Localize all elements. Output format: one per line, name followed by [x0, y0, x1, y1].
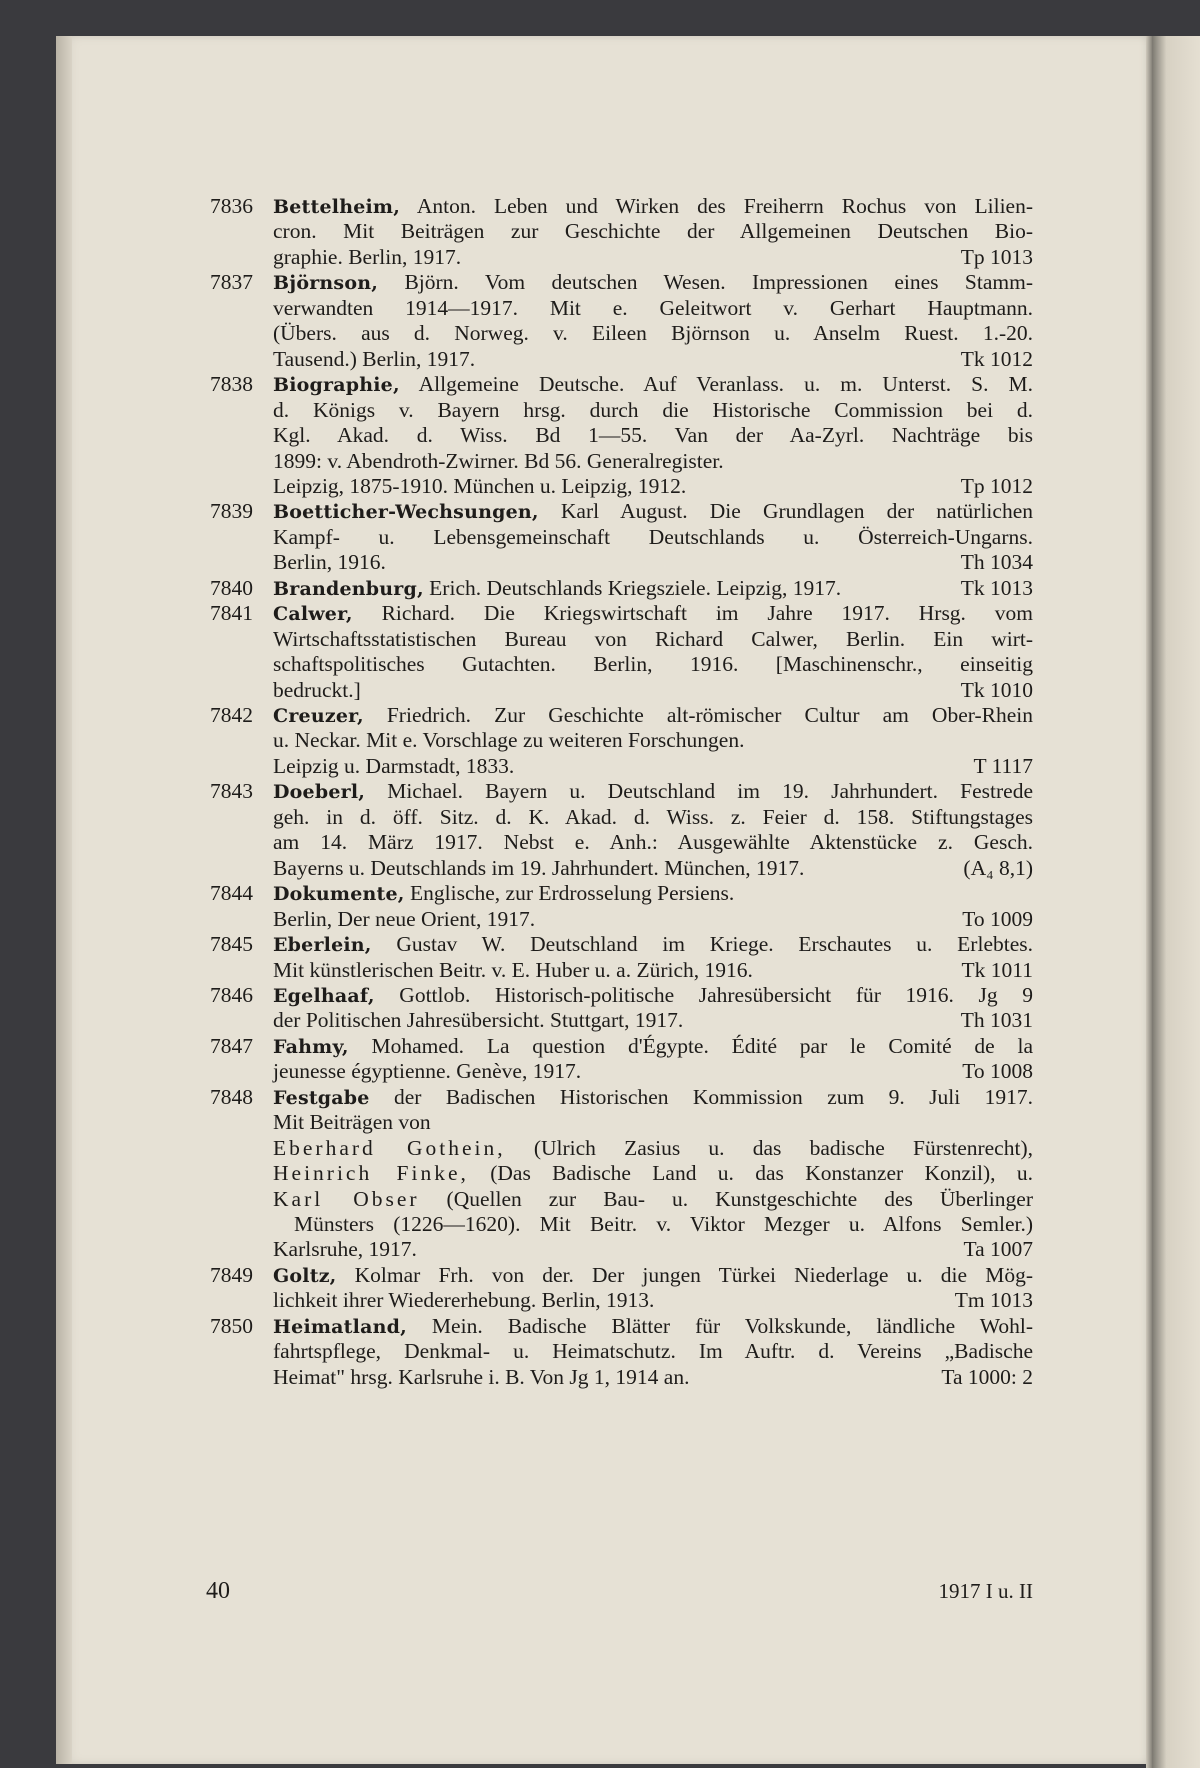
- entry-text: Mit künstlerischen Beitr. v. E. Huber u. a. Zürich, 1916.: [273, 958, 753, 982]
- entry-text: lichkeit ihrer Wiedererhebung. Berlin, 1913.: [273, 1288, 655, 1312]
- entry-number: 7841: [210, 601, 253, 625]
- entry-author: Goltz,: [273, 1265, 337, 1287]
- entry-text: Tausend.) Berlin, 1917.: [273, 347, 476, 371]
- entry-text-line: [273, 930, 1033, 959]
- shelf-mark: Tp 1012: [960, 474, 1033, 498]
- entry-text: Anton. Leben und Wirken des Freiherrn Rochus von Lilien-: [400, 194, 1033, 218]
- entry-text: (Ulrich Zasius u. das badische Fürstenrecht),: [505, 1136, 1033, 1160]
- entry-author: Heimatland,: [273, 1316, 407, 1338]
- shelf-mark: Tk 1010: [960, 678, 1033, 702]
- entry-author: Creuzer,: [273, 705, 364, 727]
- contributor-name: Heinrich Finke,: [273, 1161, 469, 1185]
- contributor-name: Karl Obser: [273, 1187, 420, 1211]
- entry-text: d. Königs v. Bayern hrsg. durch die Historische Commission bei d.: [273, 398, 1033, 422]
- entry-text-line: [273, 1235, 833, 1264]
- entry-author: Festgabe: [273, 1087, 370, 1109]
- entry-number: 7844: [210, 881, 253, 905]
- entry-number: 7843: [210, 779, 253, 803]
- entry-text-line: [273, 1057, 833, 1086]
- entry-text: Karl August. Die Grundlagen der natürlichen: [538, 499, 1033, 523]
- page-gutter-shadow: [56, 36, 72, 1764]
- entry-text: Heimat" hrsg. Karlsruhe i. B. Von Jg 1, 1914 an.: [273, 1365, 690, 1389]
- entry-text-line: [273, 421, 1033, 450]
- entry-text: Gustav W. Deutschland im Kriege. Erschautes u. Erlebtes.: [371, 932, 1033, 956]
- entry-author: Bettelheim,: [273, 196, 401, 218]
- entry-text: jeunesse égyptienne. Genève, 1917.: [273, 1059, 582, 1083]
- entry-text: Gottlob. Historisch-politische Jahresübersicht für 1916. Jg 9: [374, 983, 1033, 1007]
- shelf-mark: To 1008: [962, 1059, 1033, 1083]
- entry-author: Fahmy,: [273, 1036, 349, 1058]
- entry-number: 7848: [210, 1085, 253, 1109]
- entry-text: Leipzig u. Darmstadt, 1833.: [273, 754, 515, 778]
- entry-text: Münsters (1226—1620). Mit Beitr. v. Viktor Mezger u. Alfons Semler.): [294, 1212, 1033, 1236]
- entry-text: Richard. Die Kriegswirtschaft im Jahre 1917. Hrsg. vom: [352, 601, 1033, 625]
- entry-text-line: [273, 548, 833, 577]
- entry-text: Berlin, 1916.: [273, 550, 386, 574]
- facing-page-edge: [1152, 36, 1200, 1768]
- entry-text: Mit Beiträgen von: [273, 1110, 431, 1134]
- entry-text-line: [273, 879, 1033, 908]
- entry-text: Kolmar Frh. von der. Der jungen Türkei Niederlage u. die Mög-: [336, 1263, 1033, 1287]
- entry-text-line: [273, 828, 1033, 857]
- entry-text-line: [273, 217, 1033, 246]
- entry-text: 1899: v. Abendroth-Zwirner. Bd 56. Generalregister.: [273, 449, 724, 473]
- entry-text-line: [273, 497, 1033, 526]
- entry-text: graphie. Berlin, 1917.: [273, 245, 462, 269]
- entry-author: Brandenburg,: [273, 578, 424, 600]
- entry-author: Boetticher-Wechsungen,: [273, 501, 539, 523]
- entry-text: Kampf- u. Lebensgemeinschaft Deutschlands u. Österreich-Ungarns.: [273, 525, 1033, 549]
- entry-text-line: [273, 1108, 1033, 1137]
- entry-text: Mohamed. La question d'Égypte. Édité par le Comité de la: [348, 1034, 1033, 1058]
- entry-text: Karlsruhe, 1917.: [273, 1237, 417, 1261]
- shelf-mark: Ta 1000: 2: [941, 1365, 1033, 1389]
- shelf-mark: T 1117: [973, 754, 1033, 778]
- entry-text: Mein. Badische Blätter für Volkskunde, ländliche Wohl-: [406, 1314, 1033, 1338]
- entry-text: der Politischen Jahresübersicht. Stuttgart, 1917.: [273, 1008, 684, 1032]
- entry-number: 7849: [210, 1263, 253, 1287]
- running-footer: 1917 I u. II: [938, 1579, 1033, 1603]
- entry-text-line: [273, 319, 1033, 348]
- entry-number: 7839: [210, 499, 253, 523]
- entry-text: (Das Badische Land u. das Konstanzer Konzil), u.: [468, 1161, 1033, 1185]
- entry-number: 7842: [210, 703, 253, 727]
- entry-text-line: [273, 268, 1033, 297]
- entry-author: Calwer,: [273, 603, 353, 625]
- entry-number: 7846: [210, 983, 253, 1007]
- entry-text: bedruckt.]: [273, 678, 361, 702]
- entry-text: Michael. Bayern u. Deutschland im 19. Jahrhundert. Festrede: [365, 779, 1033, 803]
- entry-text: (Übers. aus d. Norweg. v. Eileen Björnson u. Anselm Ruest. 1.-20.: [273, 321, 1033, 345]
- shelf-mark: Tk 1012: [960, 347, 1033, 371]
- entry-text: Allgemeine Deutsche. Auf Veranlass. u. m. Unterst. S. M.: [399, 372, 1033, 396]
- shelf-mark: Tk 1013: [960, 576, 1033, 600]
- entry-text-line: [273, 726, 1033, 755]
- entry-text: Erich. Deutschlands Kriegsziele. Leipzig, 1917.: [423, 576, 842, 600]
- shelf-mark: Ta 1007: [963, 1237, 1033, 1261]
- entry-text: Wirtschaftsstatistischen Bureau von Richard Calwer, Berlin. Ein wirt-: [273, 627, 1033, 651]
- shelf-mark: Th 1031: [960, 1008, 1033, 1032]
- entry-text: der Badischen Historischen Kommission zum 9. Juli 1917.: [369, 1085, 1033, 1109]
- entry-text: (Quellen zur Bau- u. Kunstgeschichte des Überlinger: [419, 1187, 1033, 1211]
- entry-text: verwandten 1914—1917. Mit e. Geleitwort v. Gerhart Hauptmann.: [273, 296, 1033, 320]
- entry-number: 7837: [210, 270, 253, 294]
- entry-author: Eberlein,: [273, 934, 372, 956]
- entry-text-line: [273, 650, 1033, 679]
- shelf-mark: Tk 1011: [961, 958, 1033, 982]
- entry-text: fahrtspflege, Denkmal- u. Heimatschutz. Im Auftr. d. Vereins „Badische: [273, 1339, 1033, 1363]
- entry-text: Bayerns u. Deutschlands im 19. Jahrhundert. München, 1917.: [273, 856, 805, 880]
- entry-text: Friedrich. Zur Geschichte alt-römischer Cultur am Ober-Rhein: [363, 703, 1033, 727]
- entry-number: 7847: [210, 1034, 253, 1058]
- shelf-mark: To 1009: [962, 907, 1033, 931]
- entry-text: geh. in d. öff. Sitz. d. K. Akad. d. Wiss. z. Feier d. 158. Stiftungstages: [273, 805, 1033, 829]
- entry-text-line: [273, 777, 1033, 806]
- entry-text: Björn. Vom deutschen Wesen. Impressionen eines Stamm-: [378, 270, 1033, 294]
- entry-text-line: [273, 1286, 833, 1315]
- entry-text: Leipzig, 1875-1910. München u. Leipzig, 1912.: [273, 474, 687, 498]
- shelf-mark: Tm 1013: [954, 1288, 1033, 1312]
- entry-text-line: [273, 1363, 833, 1392]
- entry-author: Egelhaaf,: [273, 985, 375, 1007]
- shelf-mark: Th 1034: [960, 550, 1033, 574]
- entry-text: schaftspolitisches Gutachten. Berlin, 1916. [Maschinenschr., einseitig: [273, 652, 1033, 676]
- entry-text: cron. Mit Beiträgen zur Geschichte der Allgemeinen Deutschen Bio-: [273, 219, 1033, 243]
- entry-number: 7836: [210, 194, 253, 218]
- entry-number: 7845: [210, 932, 253, 956]
- entry-text-line: [273, 1337, 1033, 1366]
- entry-text: Kgl. Akad. d. Wiss. Bd 1—55. Van der Aa-Zyrl. Nachträge bis: [273, 423, 1033, 447]
- entry-text: Englische, zur Erdrosselung Persiens.: [404, 881, 735, 905]
- entry-text-line: [273, 599, 1033, 628]
- entry-number: 7850: [210, 1314, 253, 1338]
- contributor-name: Eberhard Gothein,: [273, 1136, 506, 1160]
- page-number: 40: [206, 1578, 230, 1604]
- entry-number: 7838: [210, 372, 253, 396]
- entry-text: Berlin, Der neue Orient, 1917.: [273, 907, 536, 931]
- entry-text: am 14. März 1917. Nebst e. Anh.: Ausgewählte Aktenstücke z. Gesch.: [273, 830, 1033, 854]
- entry-author: Doeberl,: [273, 781, 366, 803]
- entry-author: Biographie,: [273, 374, 400, 396]
- shelf-mark: Tp 1013: [960, 245, 1033, 269]
- entry-text-line: [273, 1159, 1033, 1188]
- entry-text-line: [273, 370, 1033, 399]
- entry-text: u. Neckar. Mit e. Vorschlage zu weiteren Forschungen.: [273, 728, 745, 752]
- entry-number: 7840: [210, 576, 253, 600]
- entry-author: Dokumente,: [273, 883, 405, 905]
- entry-text-line: [273, 1006, 833, 1035]
- entry-author: Björnson,: [273, 272, 379, 294]
- shelf-mark: (A₄ 8,1): [963, 856, 1033, 880]
